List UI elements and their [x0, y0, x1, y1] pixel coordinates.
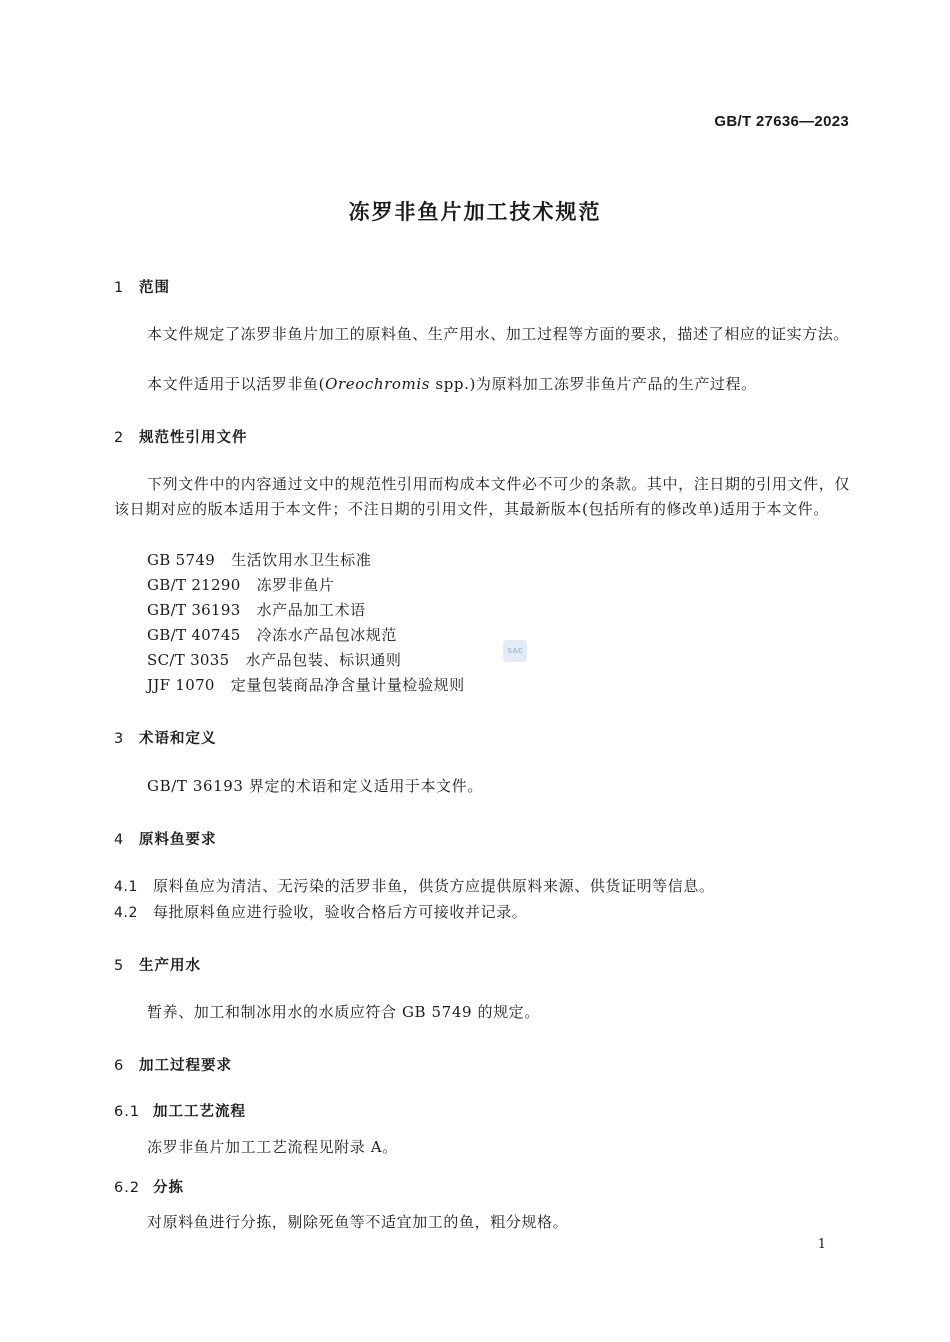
- section-title: 加工过程要求: [139, 1058, 232, 1074]
- section-3-heading: [114, 727, 217, 748]
- clause-number: 4.1: [114, 879, 139, 895]
- section-number: 4: [114, 832, 125, 848]
- section-title: 原料鱼要求: [139, 832, 217, 848]
- section-title: 术语和定义: [139, 731, 217, 747]
- document-title: 冻罗非鱼片加工技术规范: [348, 200, 602, 224]
- sac-watermark-logo: SAC: [503, 640, 527, 662]
- reference-code: GB/T 21290: [147, 576, 241, 594]
- reference-code: GB 5749: [147, 551, 216, 569]
- clause-4-1: [114, 874, 715, 900]
- section-1-paragraph-1: 本文件规定了冻罗非鱼片加工的原料鱼、生产用水、加工过程等方面的要求，描述了相应的证实方法。: [147, 325, 850, 343]
- section-title: 规范性引用文件: [139, 430, 248, 446]
- scope-text-end: spp.)为原料加工冻罗非鱼片产品的生产过程。: [430, 375, 757, 393]
- reference-item: [147, 598, 366, 623]
- section-number: 2: [114, 430, 125, 446]
- subsection-number: 6.2: [114, 1180, 141, 1196]
- section-number: 3: [114, 731, 125, 747]
- page-number: 1: [817, 1237, 826, 1252]
- reference-item: [147, 573, 335, 598]
- reference-name: 冻罗非鱼片: [256, 576, 335, 594]
- clause-text: 原料鱼应为清洁、无污染的活罗非鱼，供货方应提供原料来源、供货证明等信息。: [153, 877, 715, 895]
- subsection-number: 6.1: [114, 1104, 141, 1120]
- species-name: Oreochromis: [325, 375, 431, 393]
- section-5-heading: [114, 954, 201, 975]
- reference-item: [147, 548, 371, 573]
- reference-code: GB/T 40745: [147, 626, 241, 644]
- reference-name: 生活饮用水卫生标准: [231, 551, 372, 569]
- clause-4-2: [114, 900, 527, 926]
- section-1-heading: [114, 276, 170, 297]
- reference-code: JJF 1070: [147, 676, 215, 694]
- reference-code: GB/T 36193: [147, 601, 241, 619]
- section-4-heading: [114, 828, 217, 849]
- standard-number: GB/T 27636—2023: [714, 113, 849, 130]
- section-number: 5: [114, 958, 125, 974]
- reference-name: 水产品加工术语: [256, 601, 366, 619]
- section-1-paragraph-2: [114, 372, 850, 397]
- section-2-paragraph-1: 下列文件中的内容通过文中的规范性引用而构成本文件必不可少的条款。其中，注日期的引用文件，仅该日期对应的版本适用于本文件；不注日期的引用文件，其最新版本(包括所有的修改单)适用于本文件。: [114, 475, 850, 518]
- reference-name: 定量包装商品净含量计量检验规则: [230, 676, 465, 694]
- reference-item: [147, 623, 397, 648]
- clause-number: 4.2: [114, 905, 139, 921]
- section-3-paragraph-1: GB/T 36193 界定的术语和定义适用于本文件。: [147, 777, 483, 795]
- reference-name: 冷冻水产品包冰规范: [256, 626, 397, 644]
- clause-text: 每批原料鱼应进行验收，验收合格后方可接收并记录。: [153, 903, 528, 921]
- reference-name: 水产品包装、标识通则: [245, 651, 402, 669]
- reference-item: [147, 673, 465, 698]
- reference-code: SC/T 3035: [147, 651, 230, 669]
- section-5-paragraph-1: 暂养、加工和制冰用水的水质应符合 GB 5749 的规定。: [147, 1003, 540, 1021]
- reference-item: [147, 648, 401, 673]
- section-title: 生产用水: [139, 958, 201, 974]
- subsection-6-1-paragraph: 冻罗非鱼片加工工艺流程见附录 A。: [147, 1138, 398, 1156]
- subsection-title: 加工工艺流程: [153, 1104, 246, 1120]
- section-6-heading: [114, 1054, 232, 1075]
- subsection-6-1-heading: [114, 1100, 246, 1121]
- section-2-heading: [114, 426, 248, 447]
- subsection-title: 分拣: [153, 1180, 184, 1196]
- section-title: 范围: [139, 280, 170, 296]
- section-number: 1: [114, 280, 125, 296]
- subsection-6-2-paragraph: 对原料鱼进行分拣，剔除死鱼等不适宜加工的鱼，粗分规格。: [147, 1213, 569, 1231]
- subsection-6-2-heading: [114, 1176, 184, 1197]
- section-number: 6: [114, 1058, 125, 1074]
- scope-text-start: 本文件适用于以活罗非鱼(: [147, 375, 326, 393]
